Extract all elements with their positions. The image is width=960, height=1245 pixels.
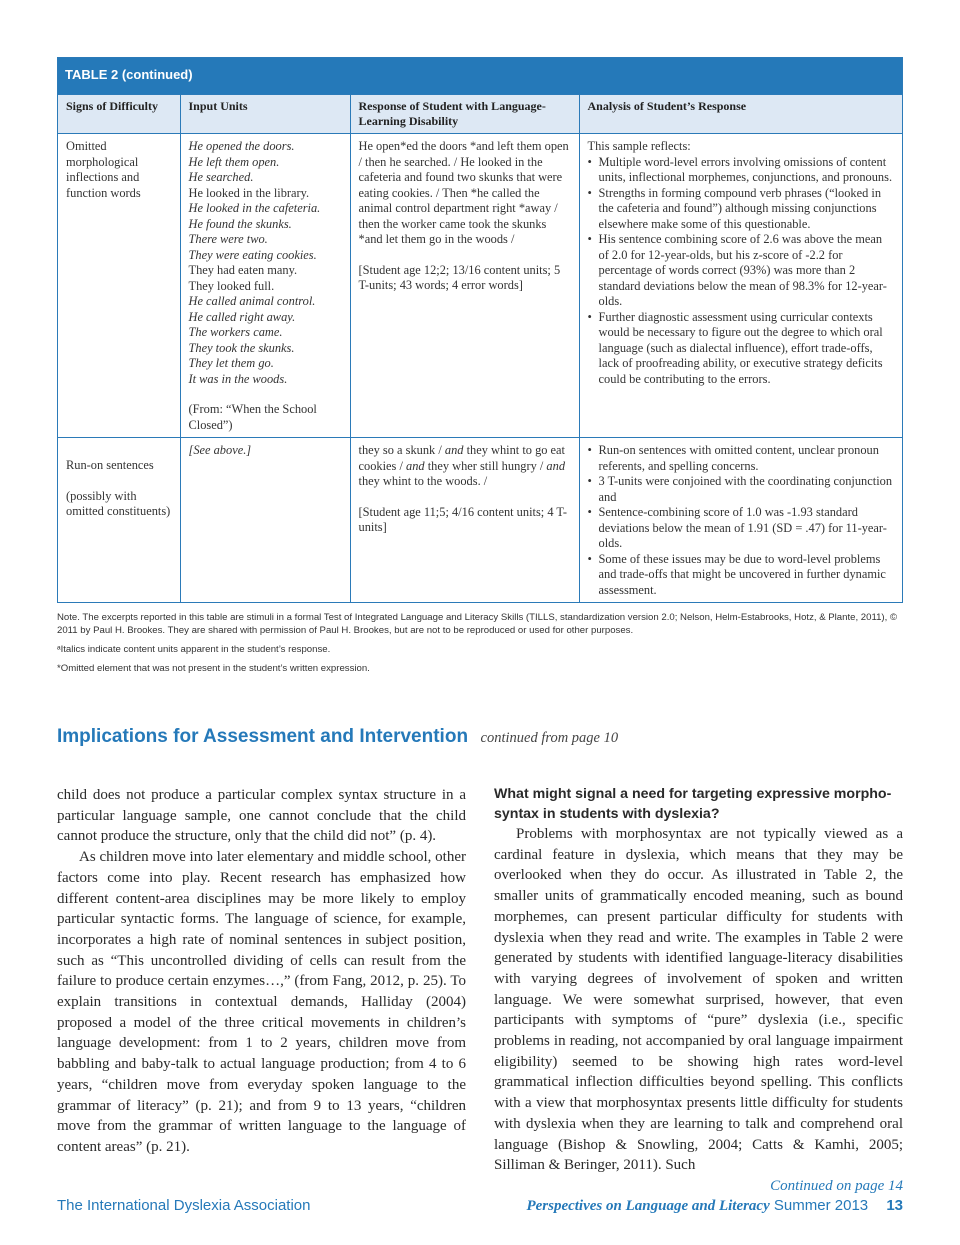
table-row [58,438,902,603]
right-column [494,785,903,1197]
input-unit-line: He called animal control. [188,294,316,308]
input-unit-line: They looked full. [188,278,275,293]
left-column [57,785,466,1158]
body-paragraph: Problems with morphosyntax are not typically viewed as a cardinal feature in dyslexia, which means that they may be overlooked when they do occur. As illustrated in Table 2, the smaller units of grammatically encoded meaning, such as bound morphemes, can present particular difficulty for students with dyslexia when they read and write. The examples in Table 2 were generated by students with identified language-literacy disabilities with varying degrees of involvement of spoken and written language. We were somewhat surprised, however, that even participants with symptoms of “pure” dyslexia (i.e., specific problems in reading, not accompanied by oral language impairment eligibility) seemed to be showing high rates word-level grammatical inflection difficulties beyond spelling. This conflicts with a view that morphosyntax presents little difficulty for students with dyslexia when they are learning to talk and comprehend oral language (Bishop & Snowling, 2004; Catts & Kamhi, 2005; Silliman & Beringer, 2011). Such [494,826,903,1174]
analysis-bullet: • Sentence-combining score of 1.0 was -1.93 standard deviations below the mean of 1.91 (SD = .47) for 11-year-olds. [588,505,895,552]
input-unit-line: They let them go. [188,356,274,370]
table-note-footnote-star: *Omitted element that was not present in the student’s written expression. [57,663,370,674]
footer-publication-info [526,1197,903,1215]
response-segment: and [546,458,566,473]
continued-from: continued from page 10 [480,730,619,746]
response-segment: and [444,443,464,457]
analysis-intro: This sample reflects: [587,139,691,153]
section-heading [57,726,618,748]
analysis-bullet: • Further diagnostic assessment using curricular contexts would be necessary to figure out the degree to which oral language (such as dialectal influence), effort trade-offs, lack of proofreading ability, or executive strategy deficits could be contributing to the errors. [588,310,895,388]
analysis-bullet: • Multiple word-level errors involving omissions of content units, inflectional morphemes, conjunctions, and pronouns. [588,155,895,186]
header-response: Response of Student with Language-Learning Disability [350,95,579,134]
response-note: [Student age 11;5; 4/16 content units; 4 T-units] [358,504,567,534]
input-unit-line: He left them open. [188,154,280,169]
table-note-footnote-a: ᵃItalics indicate content units apparent in the student’s response. [57,644,331,655]
row1-analysis [579,134,902,438]
body-paragraph: As children move into later elementary and middle school, other factors come into play. Recent research has emphasized how different content-area disciplines may be more likely to employ particular syntactic forms. The language of science, for example, incorporates a high rate of nominal sentences in subject position, such as “This uncontrolled dividing of cells can result from the failure to produce certain enzymes…,” (from Fang, 2012, p. 25). To explain transitions in contextual demands, Halliday (2004) proposed a model of the three critical movements in children’s language development: from 1 to 2 years, children move from babbling and baby-talk to actual language production; from 4 to 6 years, “children move from everyday spoken language to the grammar of literacy” (p. 21); and from 9 to 13 years, “children move from the grammar of written language to the language of content areas” (p. 21). [57,849,466,1155]
difficulty-sub: (possibly with omitted constituents) [66,488,171,518]
student-response [359,443,571,490]
difficulty-line: Omitted [66,139,107,153]
table-notes [57,611,903,681]
table-grid [58,95,902,602]
page-footer [57,1197,903,1219]
section-title: Implications for Assessment and Intervention [57,726,469,747]
input-unit-line: They took the skunks. [188,340,295,355]
input-unit-list [189,139,342,387]
row2-input-units [180,438,350,603]
difficulty-line: inflections and [66,170,140,184]
analysis-list [588,155,895,388]
table-2 [57,57,903,603]
row1-difficulty [58,134,180,438]
analysis-list [588,443,895,598]
input-unit-line: They were eating cookies. [188,247,317,262]
response-segment: they so a skunk / [358,443,445,457]
input-source: (From: “When the School Closed”) [188,402,317,432]
footer-issue: Summer 2013 [773,1197,869,1214]
row2-difficulty [58,438,180,603]
table-note: Note. The excerpts reported in this table are stimuli in a formal Test of Integrated Language and Literacy Skills (TILLS, standardization version 2.0; Nelson, Helm-Estabrooks, Hotz, & Plante, 2011), © 2011 by Paul H. Brookes. They are shared with permission of Paul H. Brookes, but are not to be reproduced or used for other purposes. [57,612,898,636]
input-unit-line: He found the skunks. [188,216,292,231]
input-unit-line: There were two. [188,232,268,246]
analysis-bullet: • 3 T-units were conjoined with the coordinating conjunction and [588,474,895,505]
body-paragraph: child does not produce a particular complex syntax structure in a particular language sample, one cannot conclude that the child cannot produce the structure, only that the child did not” (p. 4). [57,787,466,845]
row1-input-units [180,134,350,438]
table-header-row [58,95,902,134]
page-number: 13 [886,1197,903,1214]
input-unit-line: He looked in the library. [188,185,310,200]
analysis-bullet: • Some of these issues may be due to word-level problems and trade-offs that might be uncovered in further dynamic assessment. [588,552,895,599]
table-row [58,134,902,438]
input-unit-line: He opened the doors. [188,139,295,153]
student-response: He open*ed the doors *and left them open / then he searched. / He looked in the cafeteria and found two skunks that were eating cookies. / Then *he called the animal control department right *away / then the worker came took the skunks *and let them go in the woods / [358,139,569,246]
row2-analysis [579,438,902,603]
difficulty-line: morphological [66,154,139,169]
input-see-above: [See above.] [188,443,252,457]
response-note: [Student age 12;2; 13/16 content units; 5 T-units; 43 words; 4 error words] [358,262,561,292]
row1-response [350,134,579,438]
header-analysis: Analysis of Student’s Response [579,95,902,134]
input-unit-line: He called right away. [188,309,296,324]
input-unit-line: They had eaten many. [188,263,298,277]
input-unit-line: It was in the woods. [188,371,288,386]
input-unit-line: The workers came. [188,325,283,339]
analysis-bullet: • Run-on sentences with omitted content, unclear pronoun referents, and spelling concerns. [588,443,895,474]
header-input-units: Input Units [180,95,350,134]
subsection-question: What might signal a need for targeting expressive morpho-syntax in students with dyslexia? [494,786,892,822]
continued-on-link[interactable]: Continued on page 14 [770,1177,903,1194]
response-segment: and [406,458,425,473]
input-unit-line: He searched. [188,170,254,184]
input-unit-line: He looked in the cafeteria. [188,201,321,215]
analysis-bullet: • His sentence combining score of 2.6 was above the mean of 2.0 for 12-year-olds, but his z-score of -2.2 for percentage of words correct (93%) was more than 2 standard deviations below the mean of 98.3% for 12-year-olds. [588,232,895,310]
header-signs-of-difficulty: Signs of Difficulty [58,95,180,134]
footer-publication: Perspectives on Language and Literacy [526,1198,770,1214]
response-segment: they wher still hungry / [424,458,547,473]
response-segment: they whint to go eat cookies / [358,443,565,473]
table-title: TABLE 2 (continued) [58,58,902,95]
difficulty-main: Run-on sentences [66,458,154,472]
response-segment: they whint to the woods. / [358,474,488,488]
row2-response [350,438,579,603]
footer-organization: The International Dyslexia Association [57,1197,311,1214]
difficulty-line: function words [66,185,141,200]
analysis-bullet: • Strengths in forming compound verb phrases (“looked in the cafeteria and found”) although missing conjunctions elsewhere make some of this questionable. [588,186,895,233]
